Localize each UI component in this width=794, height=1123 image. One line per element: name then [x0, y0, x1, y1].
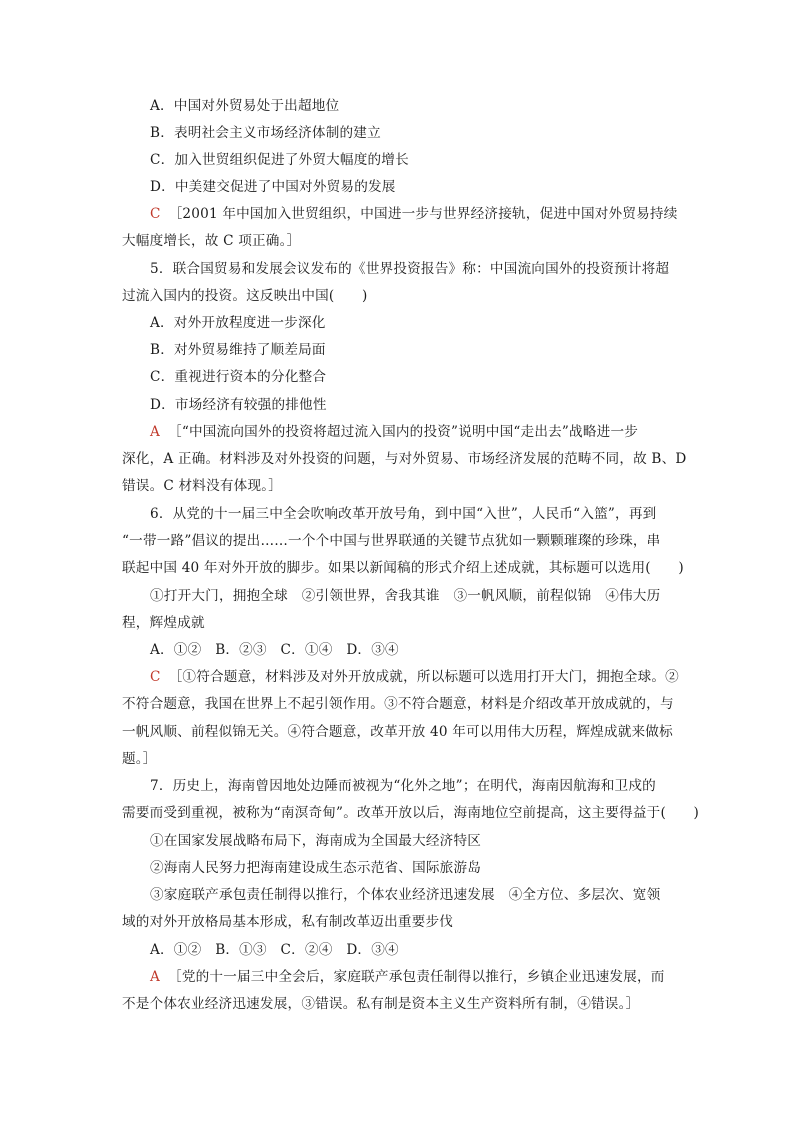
- q4-answer-letter: C: [150, 206, 161, 222]
- q6-answer-letter: C: [150, 669, 161, 685]
- q7-answer: [150, 968, 665, 986]
- q6-stem-line-3: 联起中国 40 年对外开放的脚步。如果以新闻稿的形式介绍上述成就，其标题可以选用( ): [122, 560, 684, 576]
- q7-explanation-line-1: ［党的十一届三中全会后，家庭联产承包责任制得以推行，乡镇企业迅速发展，而: [168, 969, 665, 985]
- q4-option-c: C．加入世贸组织促进了外贸大幅度的增长: [150, 152, 409, 168]
- q7-stem-line-1: 7．历史上，海南曾因地处边陲而被视为“化外之地”；在明代，海南因航海和卫戍的: [150, 778, 656, 794]
- q4-option-b: B．表明社会主义市场经济体制的建立: [150, 125, 381, 141]
- q7-stem-line-2: 需要而受到重视，被称为“南溟奇甸”。改革开放以后，海南地位空前提高，这主要得益于( ): [122, 805, 700, 821]
- q5-explanation-line-2: 深化，A 正确。材料涉及对外投资的问题，与对外贸易、市场经济发展的范畴不同，故 B、D: [122, 451, 687, 467]
- q5-option-a: A．对外开放程度进一步深化: [150, 315, 326, 331]
- q4-answer: [150, 205, 678, 223]
- q6-explanation-line-4: 题。］: [122, 751, 157, 767]
- q5-stem-line-1: 5．联合国贸易和发展会议发布的《世界投资报告》称：中国流向国外的投资预计将超: [150, 261, 670, 277]
- q5-option-d: D．市场经济有较强的排他性: [150, 397, 327, 413]
- q5-answer-letter: A: [150, 424, 161, 440]
- q5-explanation-line-1: ［“中国流向国外的投资将超过流入国内的投资”说明中国“走出去”战略进一步: [168, 424, 639, 440]
- q4-option-d: D．中美建交促进了中国对外贸易的发展: [150, 179, 396, 195]
- q6-stem-line-2: “一带一路”倡议的提出……一个个中国与世界联通的关键节点犹如一颗颗璀璨的珍珠，串: [122, 533, 661, 549]
- q6-explanation-line-2: 不符合题意，我国在世界上不起引领作用。③不符合题意，材料是介绍改革开放成就的，与: [122, 696, 674, 712]
- q6-items-line-2: 程，辉煌成就: [122, 615, 205, 631]
- q5-option-b: B．对外贸易维持了顺差局面: [150, 342, 326, 358]
- q6-explanation-line-1: ［①符合题意，材料涉及对外开放成就，所以标题可以选用打开大门，拥抱全球。②: [168, 669, 679, 685]
- q7-explanation-line-2: 不是个体农业经济迅速发展，③错误。私有制是资本主义生产资料所有制，④错误。］: [122, 996, 640, 1012]
- q6-choices: A．①② B．②③ C．①④ D．③④: [150, 642, 399, 658]
- q5-stem-line-2: 过流入国内的投资。这反映出中国( ): [122, 288, 368, 304]
- q4-explanation-line-1: ［2001 年中国加入世贸组织，中国进一步与世界经济接轨，促进中国对外贸易持续: [168, 206, 678, 222]
- q6-answer: [150, 668, 679, 686]
- q4-explanation-line-2: 大幅度增长，故 C 项正确。］: [122, 233, 301, 249]
- q7-answer-letter: A: [150, 969, 161, 985]
- q4-option-a: A．中国对外贸易处于出超地位: [150, 98, 340, 114]
- q7-item-3: ③家庭联产承包责任制得以推行，个体农业经济迅速发展 ④全方位、多层次、宽领: [150, 887, 661, 903]
- q5-answer: [150, 423, 638, 441]
- q7-item-1: ①在国家发展战略布局下，海南成为全国最大经济特区: [150, 833, 482, 849]
- q6-items-line-1: ①打开大门，拥抱全球 ②引领世界，舍我其谁 ③一帆风顺，前程似锦 ④伟大历: [150, 588, 661, 604]
- q7-choices: A．①② B．①③ C．②④ D．③④: [150, 942, 399, 958]
- q5-explanation-line-3: 错误。C 材料没有体现。］: [122, 478, 283, 494]
- q6-stem-line-1: 6．从党的十一届三中全会吹响改革开放号角，到中国“入世”，人民币“入篮”，再到: [150, 506, 657, 522]
- q7-item-3-cont: 域的对外开放格局基本形成，私有制改革迈出重要步伐: [122, 914, 454, 930]
- q7-item-2: ②海南人民努力把海南建设成生态示范省、国际旅游岛: [150, 860, 482, 876]
- q5-option-c: C．重视进行资本的分化整合: [150, 369, 327, 385]
- q6-explanation-line-3: 一帆风顺、前程似锦无关。④符合题意，改革开放 40 年可以用伟大历程，辉煌成就来做标: [122, 724, 673, 740]
